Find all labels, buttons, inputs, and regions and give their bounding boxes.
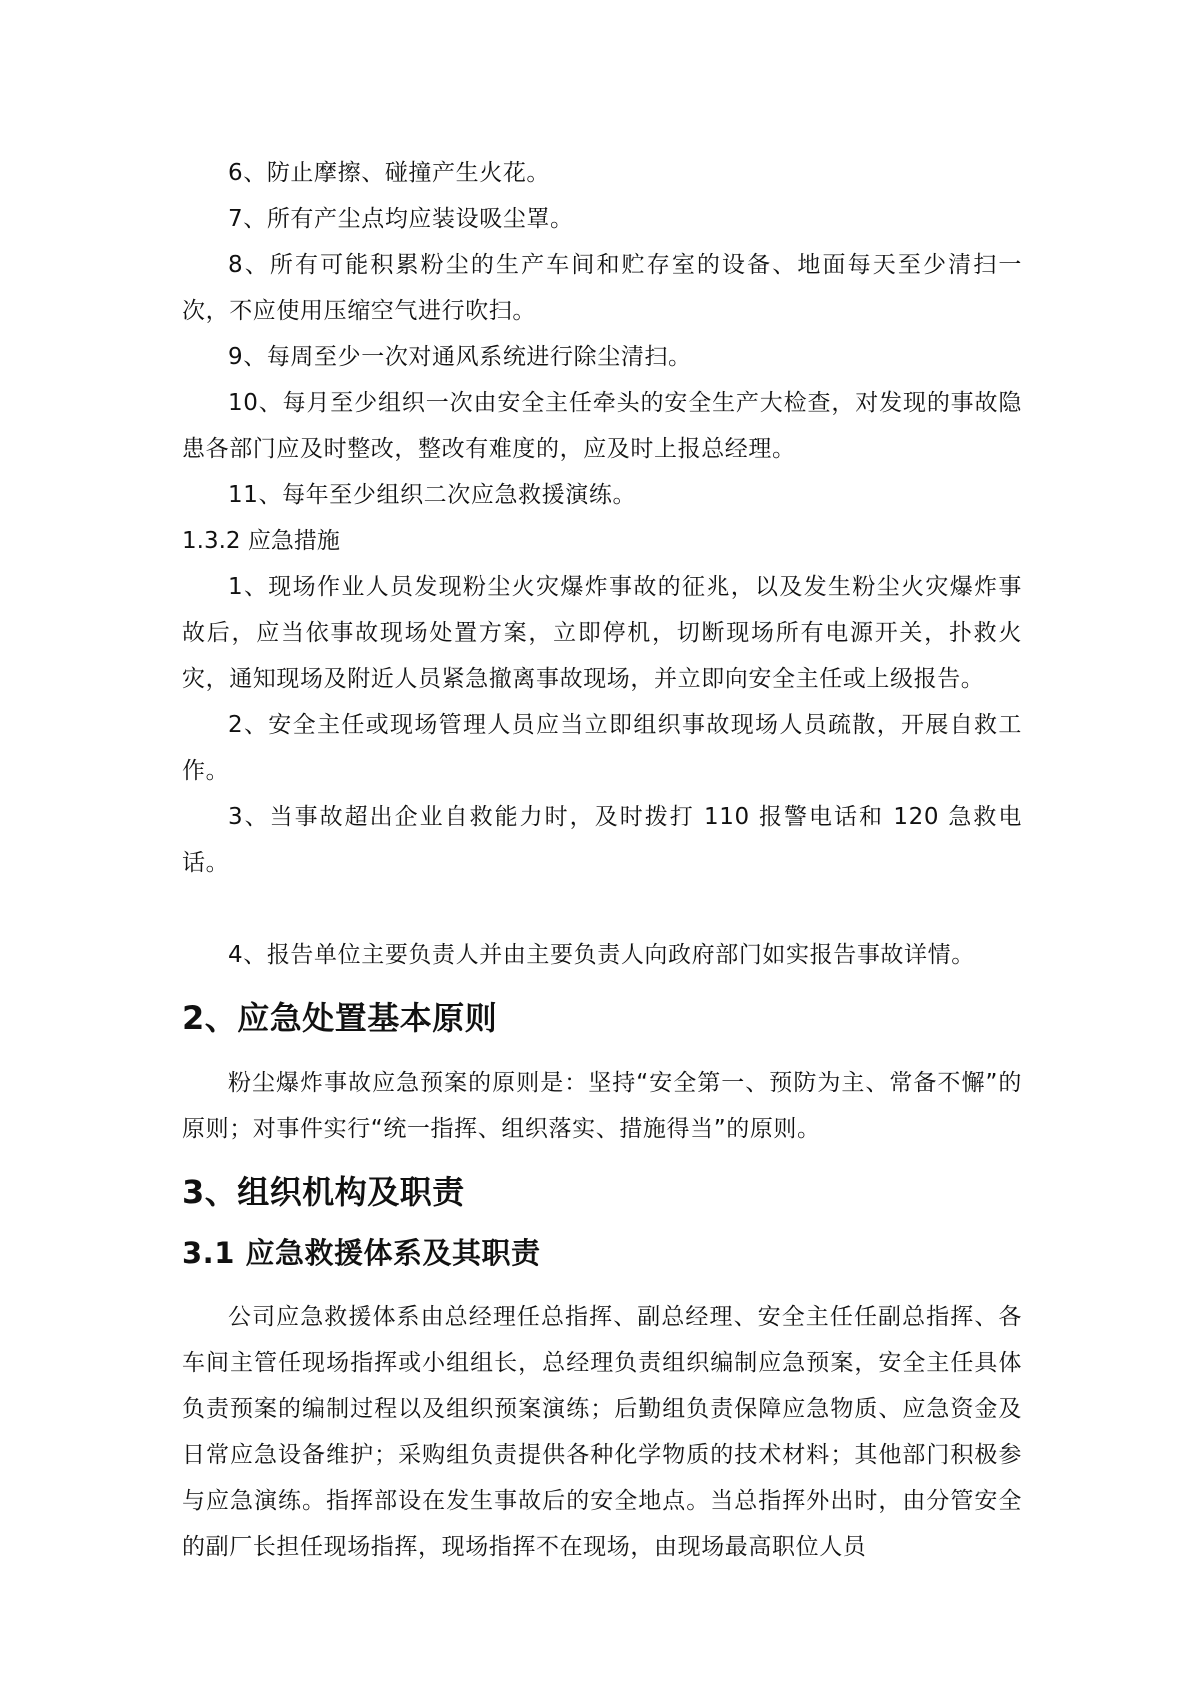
- measure-item-1: 1、现场作业人员发现粉尘火灾爆炸事故的征兆，以及发生粉尘火灾爆炸事故后，应当依事故现场处置方案，立即停机，切断现场所有电源开关，扑救火灾，通知现场及附近人员紧急撤离事故现场，并立即向安全主任或上级报告。: [182, 574, 1022, 692]
- section-2-paragraph: 粉尘爆炸事故应急预案的原则是：坚持“安全第一、预防为主、常备不懈”的原则；对事件实行“统一指挥、组织落实、措施得当”的原则。: [182, 1070, 1022, 1142]
- measure-item-4: 4、报告单位主要负责人并由主要负责人向政府部门如实报告事故详情。: [228, 942, 975, 968]
- blank-line: [182, 886, 1022, 932]
- paragraph-item-9: 9、每周至少一次对通风系统进行除尘清扫。: [228, 344, 692, 370]
- document-body: [182, 150, 1022, 1570]
- paragraph-item-6: 6、防止摩擦、碰撞产生火花。: [228, 160, 551, 186]
- measure-item-3: 3、当事故超出企业自救能力时，及时拨打 110 报警电话和 120 急救电话。: [182, 804, 1022, 876]
- subsection-heading-1-3-2: 1.3.2 应急措施: [182, 528, 340, 554]
- section-2-heading: 2、应急处置基本原则: [182, 999, 498, 1037]
- paragraph-item-8: 8、所有可能积累粉尘的生产车间和贮存室的设备、地面每天至少清扫一次，不应使用压缩空气进行吹扫。: [182, 252, 1022, 324]
- section-3-heading: 3、组织机构及职责: [182, 1173, 465, 1211]
- paragraph-item-10: 10、每月至少组织一次由安全主任牵头的安全生产大检查，对发现的事故隐患各部门应及时整改，整改有难度的，应及时上报总经理。: [182, 390, 1022, 462]
- paragraph-item-7: 7、所有产尘点均应装设吸尘罩。: [228, 206, 574, 232]
- section-3-1-heading: 3.1 应急救援体系及其职责: [182, 1236, 541, 1270]
- measure-item-2: 2、安全主任或现场管理人员应当立即组织事故现场人员疏散，开展自救工作。: [182, 712, 1022, 784]
- paragraph-item-11: 11、每年至少组织二次应急救援演练。: [228, 482, 637, 508]
- section-3-1-paragraph: 公司应急救援体系由总经理任总指挥、副总经理、安全主任任副总指挥、各车间主管任现场指挥或小组组长，总经理负责组织编制应急预案，安全主任具体负责预案的编制过程以及组织预案演练；后勤组负责保障应急物质、应急资金及日常应急设备维护；采购组负责提供各种化学物质的技术材料；其他部门积极参与应急演练。指挥部设在发生事故后的安全地点。当总指挥外出时，由分管安全的副厂长担任现场指挥，现场指挥不在现场，由现场最高职位人员: [182, 1304, 1022, 1560]
